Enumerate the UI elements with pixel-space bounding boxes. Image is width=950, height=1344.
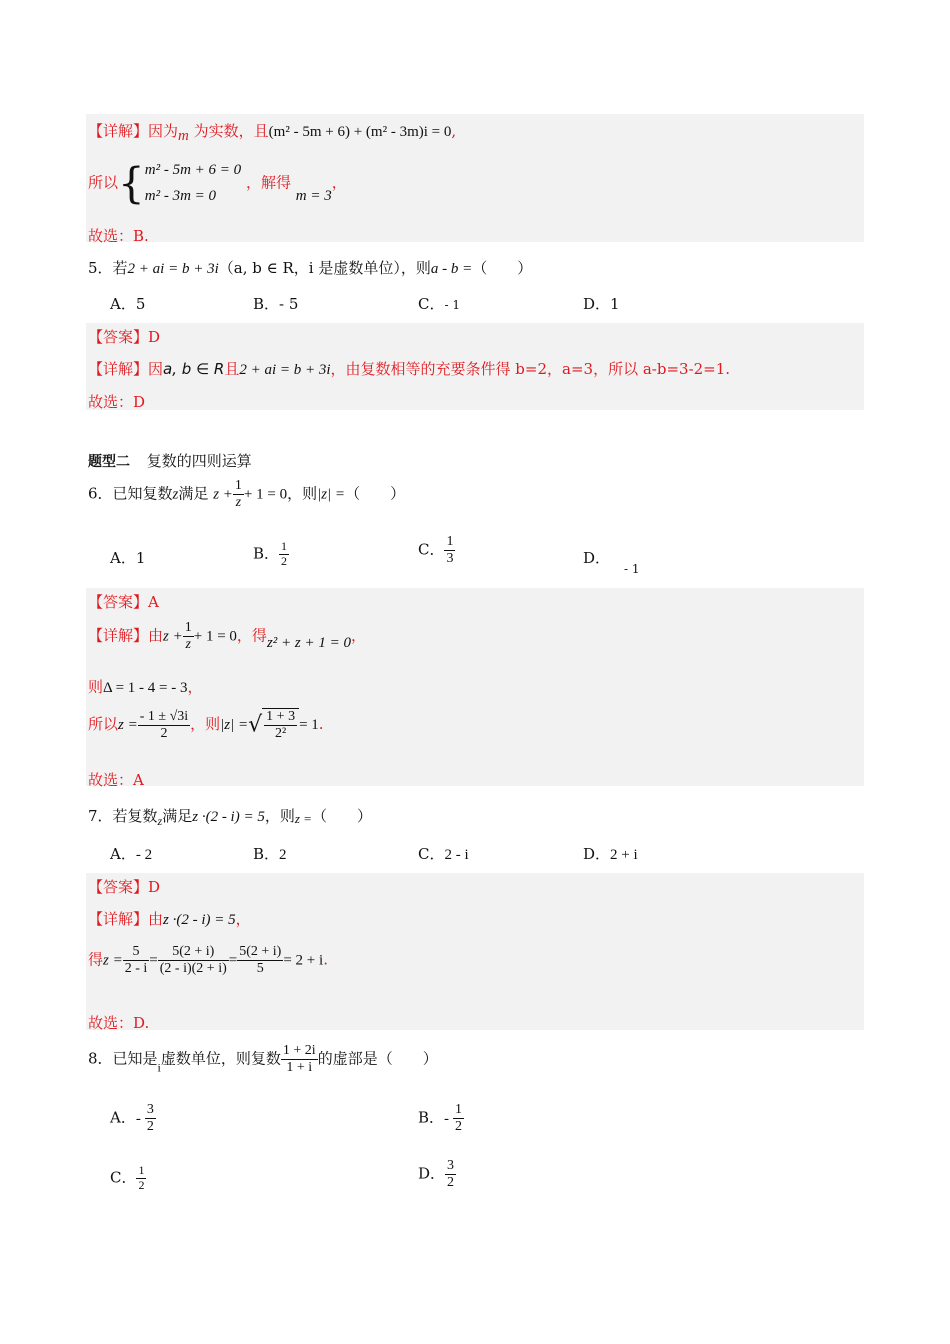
q7-answer: 【答案】D (88, 878, 161, 896)
q7-stem: 7．若复数$_z$满足z ·(2 - i) = 5，则z =（ ） (88, 807, 372, 828)
q6-option-a[interactable]: A．1 (110, 549, 146, 567)
section-heading: 题型二 复数的四则运算 (88, 452, 252, 470)
q5-option-a[interactable]: A．5 (110, 295, 146, 313)
q7-option-a[interactable]: A．- 2 (110, 845, 153, 863)
q6-detail-line1: 【详解】由z + $\frac{1}{z}$ + 1 = 0，得z² + z + 1 = 0， (88, 620, 366, 653)
q7-detail-line2: 得z = $\frac{5}{2 - i}$ = $\frac{5(2 + i)}{(2 - i)(2 + i)}$ = $\frac{5(2 + i)}{5}$ = 2 + i. (88, 944, 328, 977)
q6-option-c[interactable]: C． $\frac{1}{3}$ (418, 534, 454, 567)
q5-detail: 【详解】因a, b ∈ R且2 + ai = b + 3i，由复数相等的充要条件得 b=2，a=3，所以 a-b=3-2=1. (88, 360, 731, 378)
q5-option-d[interactable]: D．1 (583, 295, 620, 313)
q7-detail-line1: 【详解】由z ·(2 - i) = 5， (88, 910, 251, 928)
q8-option-d[interactable]: D． $\frac{3}{2}$ (418, 1158, 455, 1191)
q7-choose: 故选：D. (88, 1014, 150, 1032)
q4-detail-line1: 【详解】因为m 为实数，且(m² - 5m + 6) + (m² - 3m)i = 0, (88, 122, 457, 144)
q8-option-b[interactable]: B．- $\frac{1}{2}$ (418, 1102, 463, 1135)
q4-choose: 故选：B. (88, 227, 149, 245)
q5-option-b[interactable]: B．- 5 (253, 295, 299, 313)
q8-option-a[interactable]: A．- $\frac{3}{2}$ (110, 1102, 154, 1135)
q8-option-c[interactable]: C． $\frac{1}{2}$ (110, 1163, 145, 1192)
q7-option-c[interactable]: C．2 - i (418, 845, 469, 863)
q4-detail-line2: 所以{ m² - 5m + 6 = 0 m² - 3m = 0 ，解得 m = 3， (88, 158, 347, 208)
q6-choose: 故选：A (88, 771, 144, 789)
q5-choose: 故选：D (88, 393, 146, 411)
q7-option-d[interactable]: D．2 + i (583, 845, 638, 863)
q6-detail-line2: 则Δ = 1 - 4 = - 3， (88, 678, 203, 696)
q6-stem: 6．已知复数z满足 z + $\frac{1}{z}$ + 1 = 0，则|z| =（ ） (88, 478, 406, 511)
q7-option-b[interactable]: B．2 (253, 845, 287, 863)
q5-option-c[interactable]: C．- 1 (418, 295, 460, 313)
q6-detail-line3: 所以z = $\frac{- 1 \pm √3i}{2}$ ，则|z| =√ $\frac{1 + 3}{\text{2²}}$ = 1. (88, 708, 324, 742)
q8-stem: 8．已知是$_i$虚数单位，则复数 $\frac{1 + 2i}{1 + i}$ 的虚部是（ ） (88, 1043, 438, 1076)
q6-option-d[interactable]: D．$_{- 1}$ (583, 549, 640, 576)
q6-answer-box (86, 588, 864, 786)
q5-answer: 【答案】D (88, 328, 161, 346)
q6-answer: 【答案】A (88, 593, 159, 611)
q5-stem: 5．若2 + ai = b + 3i（a, b ∈ R，i 是虚数单位），则a - b =（ ） (88, 259, 533, 277)
q6-option-b[interactable]: B． $\frac{1}{2}$ (253, 539, 288, 568)
